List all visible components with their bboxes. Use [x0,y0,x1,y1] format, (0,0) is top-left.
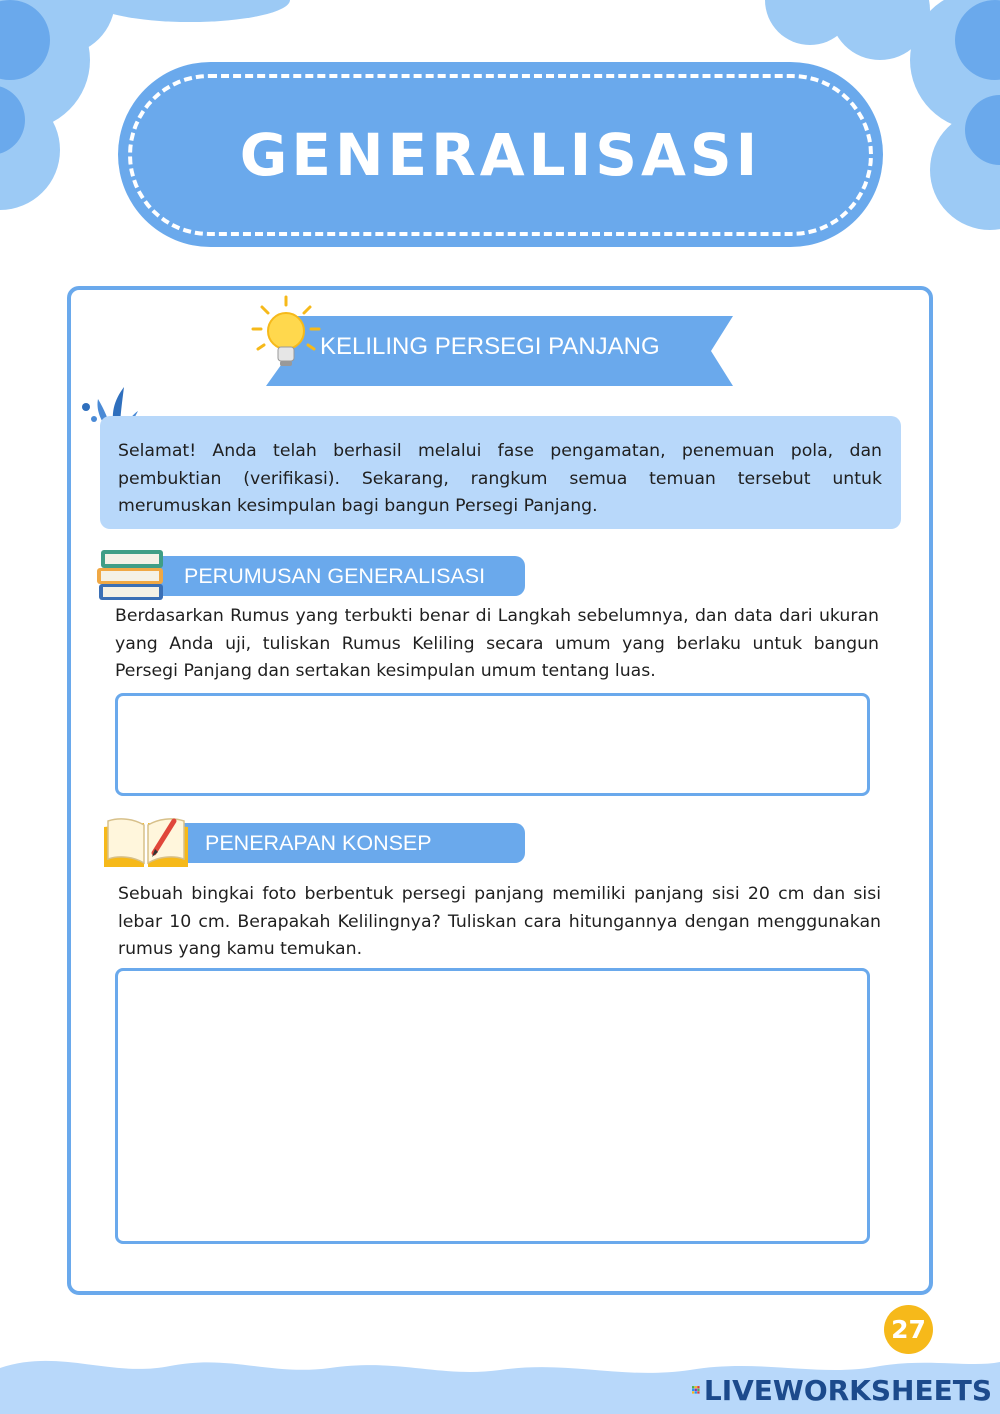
section-heading-concept-application: PENERAPAN KONSEP [168,823,525,863]
open-book-pencil-icon [100,813,192,871]
lightbulb-icon [250,295,322,375]
generalization-answer-box[interactable] [115,693,870,796]
concept-application-answer-box[interactable] [115,968,870,1244]
liveworksheets-grid-icon [692,1378,700,1402]
liveworksheets-brand-text: LIVEWORKSHEETS [703,1373,992,1407]
page-number-badge: 27 [884,1305,933,1354]
books-icon [95,546,167,604]
intro-box [100,416,901,529]
cloud-decoration-top-middle [90,0,290,30]
generalization-instruction: Berdasarkan Rumus yang terbukti benar di Langkah sebelumnya, dan data dari ukuran yang Anda uji, tuliskan Rumus Keliling secara umum yang berlaku untuk bangun Persegi Panjang dan sertakan kesimpulan umum tentang luas. [115,606,879,681]
concept-application-question: Sebuah bingkai foto berbentuk persegi panjang memiliki panjang sisi 20 cm dan sisi lebar 10 cm. Berapakah Kelilingnya? Tuliskan cara hitungannya dengan menggunakan rumus yang kamu temukan. [118,884,881,959]
section-heading-generalization: PERUMUSAN GENERALISASI [150,556,525,596]
intro-text: Selamat! Anda telah berhasil melalui fase pengamatan, penemuan pola, dan pembuktian (verifikasi). Sekarang, rangkum semua temuan tersebut untuk merumuskan kesimpulan bagi bangun Persegi Panjang. [118,441,882,516]
page-title: GENERALISASI [239,120,762,189]
ribbon-title: KELILING PERSEGI PANJANG [320,333,660,360]
liveworksheets-logo [692,1371,992,1409]
